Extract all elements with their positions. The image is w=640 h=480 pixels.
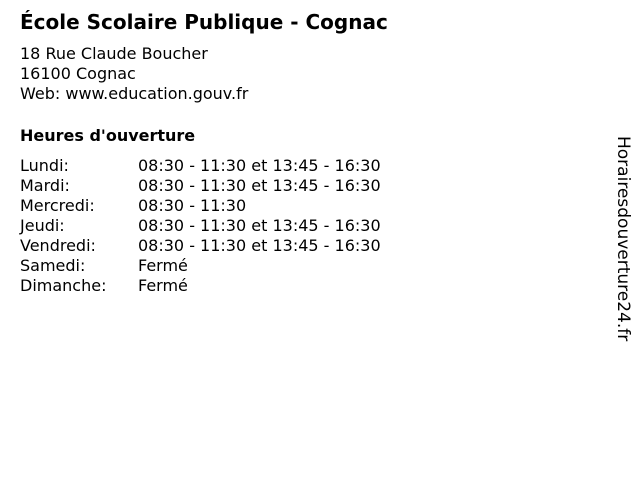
hours-row-dimanche bbox=[20, 276, 580, 296]
day-label: Dimanche: bbox=[20, 276, 107, 295]
day-label: Mardi: bbox=[20, 176, 70, 195]
day-hours: 08:30 - 11:30 et 13:45 - 16:30 bbox=[138, 156, 381, 175]
day-label: Jeudi: bbox=[20, 216, 65, 235]
address-street: 18 Rue Claude Boucher bbox=[20, 44, 208, 63]
website-link[interactable]: Web: www.education.gouv.fr bbox=[20, 84, 249, 103]
hours-row-samedi bbox=[20, 256, 580, 276]
hours-row-mercredi bbox=[20, 196, 580, 216]
day-hours: 08:30 - 11:30 et 13:45 - 16:30 bbox=[138, 176, 381, 195]
site-watermark: Horairesdouverture24.fr bbox=[613, 136, 633, 342]
day-hours: 08:30 - 11:30 et 13:45 - 16:30 bbox=[138, 216, 381, 235]
day-label: Lundi: bbox=[20, 156, 69, 175]
day-hours: 08:30 - 11:30 bbox=[138, 196, 247, 215]
day-label: Vendredi: bbox=[20, 236, 96, 255]
address-city: 16100 Cognac bbox=[20, 64, 136, 83]
hours-row-jeudi bbox=[20, 216, 580, 236]
hours-table bbox=[20, 156, 580, 296]
hours-row-lundi bbox=[20, 156, 580, 176]
day-hours: 08:30 - 11:30 et 13:45 - 16:30 bbox=[138, 236, 381, 255]
day-label: Mercredi: bbox=[20, 196, 95, 215]
day-hours: Fermé bbox=[138, 276, 188, 295]
school-info-card bbox=[20, 8, 580, 296]
hours-row-mardi bbox=[20, 176, 580, 196]
hours-heading: Heures d'ouverture bbox=[20, 126, 196, 145]
day-label: Samedi: bbox=[20, 256, 86, 275]
school-title: École Scolaire Publique - Cognac bbox=[20, 10, 388, 34]
day-hours: Fermé bbox=[138, 256, 188, 275]
hours-row-vendredi bbox=[20, 236, 580, 256]
